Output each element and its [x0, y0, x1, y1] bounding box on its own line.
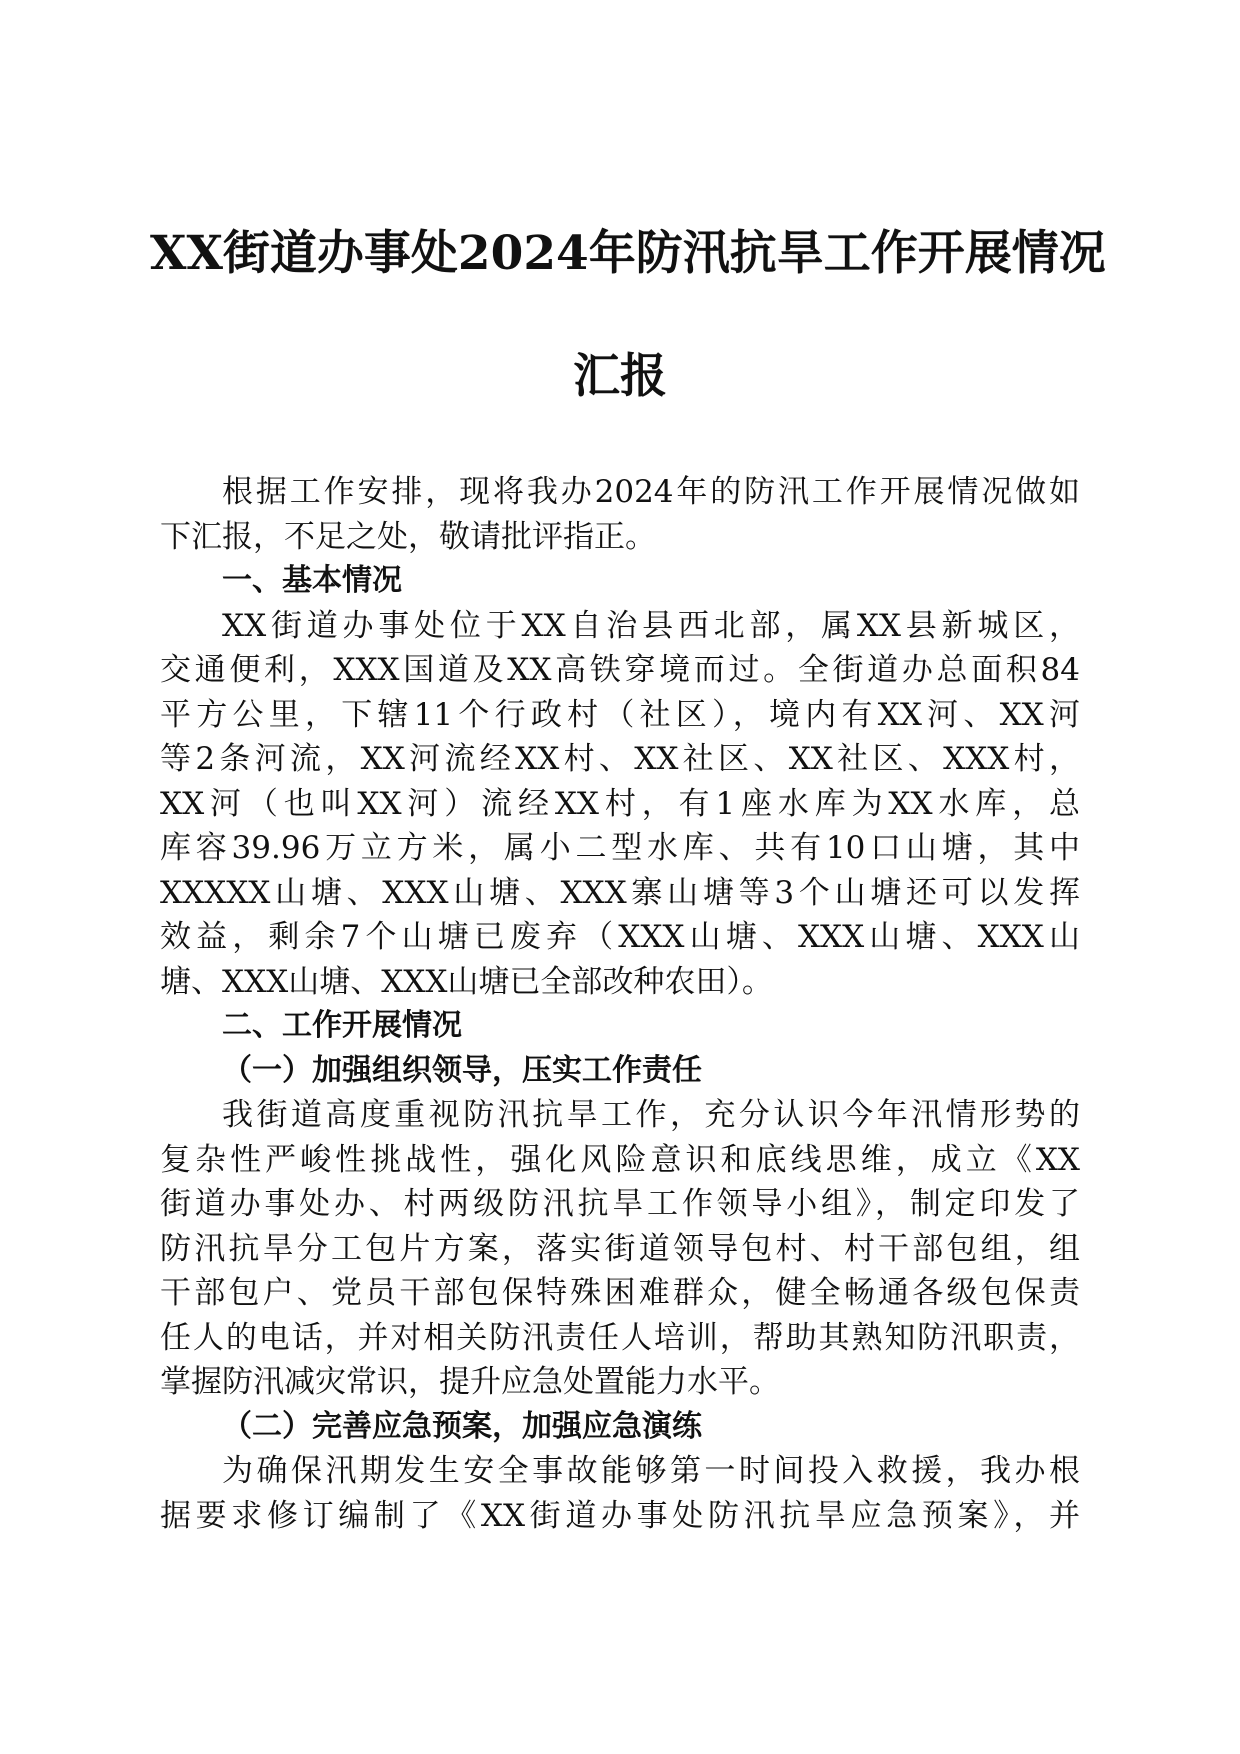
- document-title-line-2: 汇报: [573, 349, 667, 404]
- paragraph-line: XX街道办事处位于XX自治县西北部，属XX县新城区，: [222, 607, 1080, 644]
- subsection-heading: （二）完善应急预案，加强应急演练: [222, 1408, 702, 1444]
- paragraph-line: 效益，剩余7个山塘已废弃（XXX山塘、XXX山塘、XXX山: [160, 919, 1080, 955]
- document-title-line-1: XX街道办事处2024年防汛抗旱工作开展情况: [150, 226, 1106, 281]
- paragraph-line: 塘、XXX山塘、XXX山塘已全部改种农田）。: [160, 963, 773, 1000]
- paragraph-line: 防汛抗旱分工包片方案，落实街道领导包村、村干部包组，组: [160, 1230, 1080, 1267]
- paragraph-line: 掌握防汛减灾常识，提升应急处置能力水平。: [160, 1364, 780, 1400]
- paragraph-line: 任人的电话，并对相关防汛责任人培训，帮助其熟知防汛职责，: [160, 1319, 1080, 1356]
- paragraph-line: XXXXX山塘、XXX山塘、XXX寨山塘等3个山塘还可以发挥: [160, 874, 1080, 911]
- document-body: [160, 470, 1080, 1538]
- section-heading: 二、工作开展情况: [222, 1008, 462, 1043]
- subsection-heading: （一）加强组织领导，压实工作责任: [222, 1052, 702, 1088]
- paragraph-line: 等2条河流，XX河流经XX村、XX社区、XX社区、XXX村，: [160, 741, 1080, 777]
- paragraph-line: 街道办事处办、村两级防汛抗旱工作领导小组》，制定印发了: [160, 1186, 1080, 1222]
- paragraph-line: 平方公里，下辖11个行政村（社区），境内有XX河、XX河: [160, 696, 1080, 733]
- paragraph-line: XX河（也叫XX河）流经XX村，有1座水库为XX水库，总: [160, 785, 1080, 822]
- paragraph-line: 为确保汛期发生安全事故能够第一时间投入救援，我办根: [222, 1453, 1080, 1489]
- paragraph-line: 干部包户、党员干部包保特殊困难群众，健全畅通各级包保责: [160, 1275, 1080, 1311]
- paragraph-line: 据要求修订编制了《XX街道办事处防汛抗旱应急预案》，并: [160, 1497, 1080, 1534]
- section-heading: 一、基本情况: [222, 563, 402, 598]
- paragraph-line: 复杂性严峻性挑战性，强化风险意识和底线思维，成立《XX: [160, 1141, 1080, 1178]
- paragraph-line: 下汇报，不足之处，敬请批评指正。: [160, 518, 656, 555]
- paragraph-line: 根据工作安排，现将我办2024年的防汛工作开展情况做如: [222, 474, 1080, 510]
- paragraph-line: 库容39.96万立方米，属小二型水库、共有10口山塘，其中: [160, 830, 1080, 866]
- paragraph-line: 交通便利，XXX国道及XX高铁穿境而过。全街道办总面积84: [160, 652, 1080, 688]
- paragraph-line: 我街道高度重视防汛抗旱工作，充分认识今年汛情形势的: [222, 1097, 1080, 1133]
